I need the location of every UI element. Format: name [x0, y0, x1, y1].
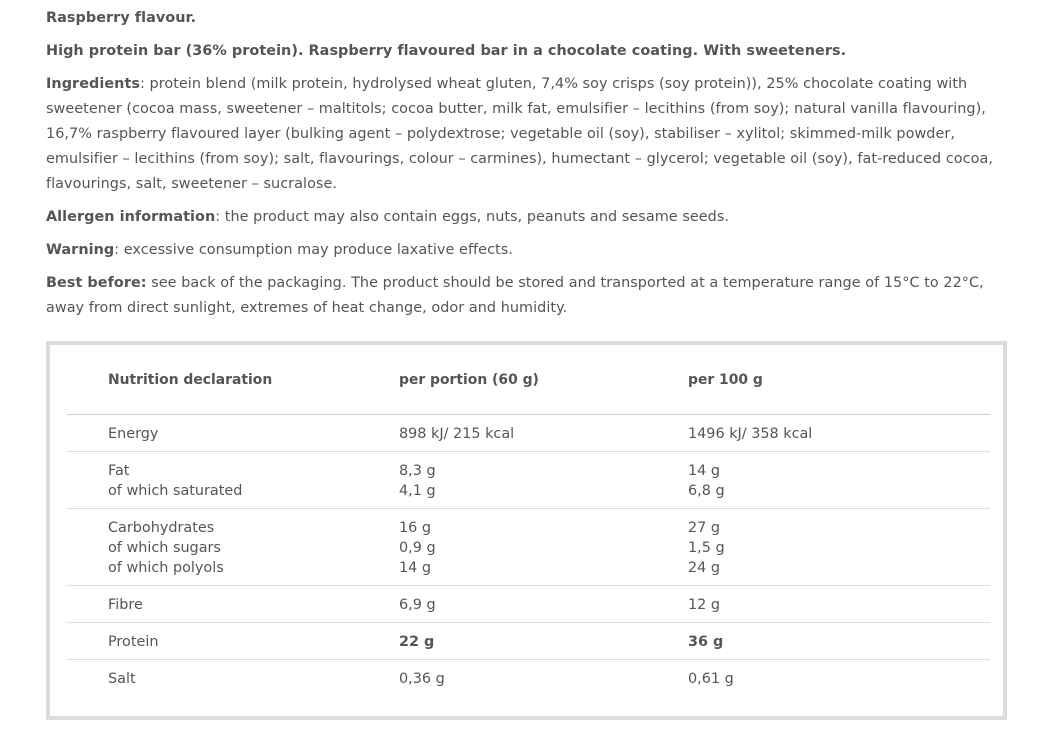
- ingredients-label: Ingredients: [46, 76, 140, 92]
- per-portion-value-cell: [399, 586, 436, 615]
- nutrient-name: of which saturated: [108, 483, 243, 499]
- nutrient-name: Salt: [108, 671, 136, 687]
- per-portion-value: 6,9 g: [399, 597, 436, 613]
- best-before-label: Best before:: [46, 275, 147, 291]
- nutrition-row-protein: [67, 623, 990, 660]
- per-100g-value: 12 g: [688, 597, 721, 613]
- nutrient-name: Fat: [108, 463, 130, 479]
- per-100g-value: 36 g: [688, 634, 724, 650]
- nutrition-row-carbohydrates: [67, 509, 990, 586]
- per-100g-value: 6,8 g: [688, 483, 725, 499]
- per-portion-value-cell: [399, 660, 445, 689]
- per-100g-value-cell: [688, 415, 812, 444]
- warning-paragraph: [46, 238, 1011, 263]
- per-100g-value: 24 g: [688, 560, 721, 576]
- per-portion-value: 4,1 g: [399, 483, 436, 499]
- nutrient-name: Carbohydrates: [108, 520, 215, 536]
- nutrition-row-fat: [67, 452, 990, 509]
- warning-label: Warning: [46, 242, 115, 258]
- per-100g-value: 14 g: [688, 463, 721, 479]
- per-100g-value-cell: [688, 660, 734, 689]
- allergen-text: : the product may also contain eggs, nuts, peanuts and sesame seeds.: [215, 209, 730, 225]
- ingredients-text: : protein blend (milk protein, hydrolysed wheat gluten, 7,4% soy crisps (soy protein)), 25% chocolate coating with sweetener (cocoa mass, sweetener – maltitols; cocoa butter, milk fat, emulsifier – lecithins (from soy); natural vanilla flavouring), 16,7% raspberry flavoured layer (bulking agent – polydextrose; vegetable oil (soy), stabiliser – xylitol; skimmed-milk powder, emulsifier – lecithins (from soy); salt, flavourings, colour – carmines), humectant – glycerol; vegetable oil (soy), fat-reduced cocoa, flavourings, salt, sweetener – sucralose.: [46, 76, 993, 192]
- nutrient-name-cell: [108, 509, 224, 578]
- nutrient-name-cell: [108, 415, 158, 444]
- nutrient-name-cell: [108, 586, 143, 615]
- allergen-paragraph: [46, 205, 1011, 230]
- nutrient-name-cell: [108, 660, 136, 689]
- per-100g-value-cell: [688, 623, 723, 652]
- per-100g-value: 0,61 g: [688, 671, 734, 687]
- per-portion-value-cell: [399, 415, 514, 444]
- per-portion-value: 8,3 g: [399, 463, 436, 479]
- ingredients-paragraph: [46, 72, 1011, 197]
- per-portion-value: 22 g: [399, 634, 435, 650]
- header-per-portion: per portion (60 g): [399, 372, 539, 388]
- per-100g-value-cell: [688, 509, 725, 578]
- nutrient-name: Fibre: [108, 597, 143, 613]
- nutrition-header-row: [67, 345, 990, 415]
- nutrition-table-box: [46, 341, 1007, 720]
- nutrition-row-fibre: [67, 586, 990, 623]
- nutrient-name: Energy: [108, 426, 159, 442]
- allergen-label: Allergen information: [46, 209, 216, 225]
- per-portion-value: 0,36 g: [399, 671, 445, 687]
- nutrient-name: Protein: [108, 634, 159, 650]
- flavour-title: Raspberry flavour.: [46, 10, 197, 26]
- per-100g-value-cell: [688, 452, 725, 501]
- per-portion-value: 16 g: [399, 520, 432, 536]
- best-before-text: see back of the packaging. The product should be stored and transported at a temperature range of 15°C to 22°C, away from direct sunlight, extremes of heat change, odor and humidity.: [46, 275, 984, 316]
- nutrition-row-energy: [67, 415, 990, 452]
- nutrient-name-cell: [108, 623, 158, 652]
- best-before-paragraph: [46, 271, 1011, 321]
- per-portion-value-cell: [399, 509, 436, 578]
- header-per-100g: per 100 g: [688, 372, 763, 388]
- nutrition-table: [67, 345, 990, 697]
- per-portion-value: 898 kJ/ 215 kcal: [399, 426, 515, 442]
- warning-text: : excessive consumption may produce laxative effects.: [114, 242, 513, 258]
- product-info: [46, 6, 1011, 321]
- product-description: High protein bar (36% protein). Raspberry flavoured bar in a chocolate coating. With sweeteners.: [46, 43, 847, 59]
- nutrition-row-salt: [67, 660, 990, 697]
- per-100g-value: 1,5 g: [688, 540, 725, 556]
- per-100g-value-cell: [688, 586, 720, 615]
- header-nutrition-declaration: Nutrition declaration: [108, 372, 273, 388]
- per-portion-value-cell: [399, 452, 436, 501]
- per-portion-value: 0,9 g: [399, 540, 436, 556]
- nutrient-name: of which polyols: [108, 560, 224, 576]
- per-100g-value: 1496 kJ/ 358 kcal: [688, 426, 813, 442]
- per-100g-value: 27 g: [688, 520, 721, 536]
- nutrient-name-cell: [108, 452, 242, 501]
- nutrient-name: of which sugars: [108, 540, 221, 556]
- per-portion-value-cell: [399, 623, 434, 652]
- per-portion-value: 14 g: [399, 560, 432, 576]
